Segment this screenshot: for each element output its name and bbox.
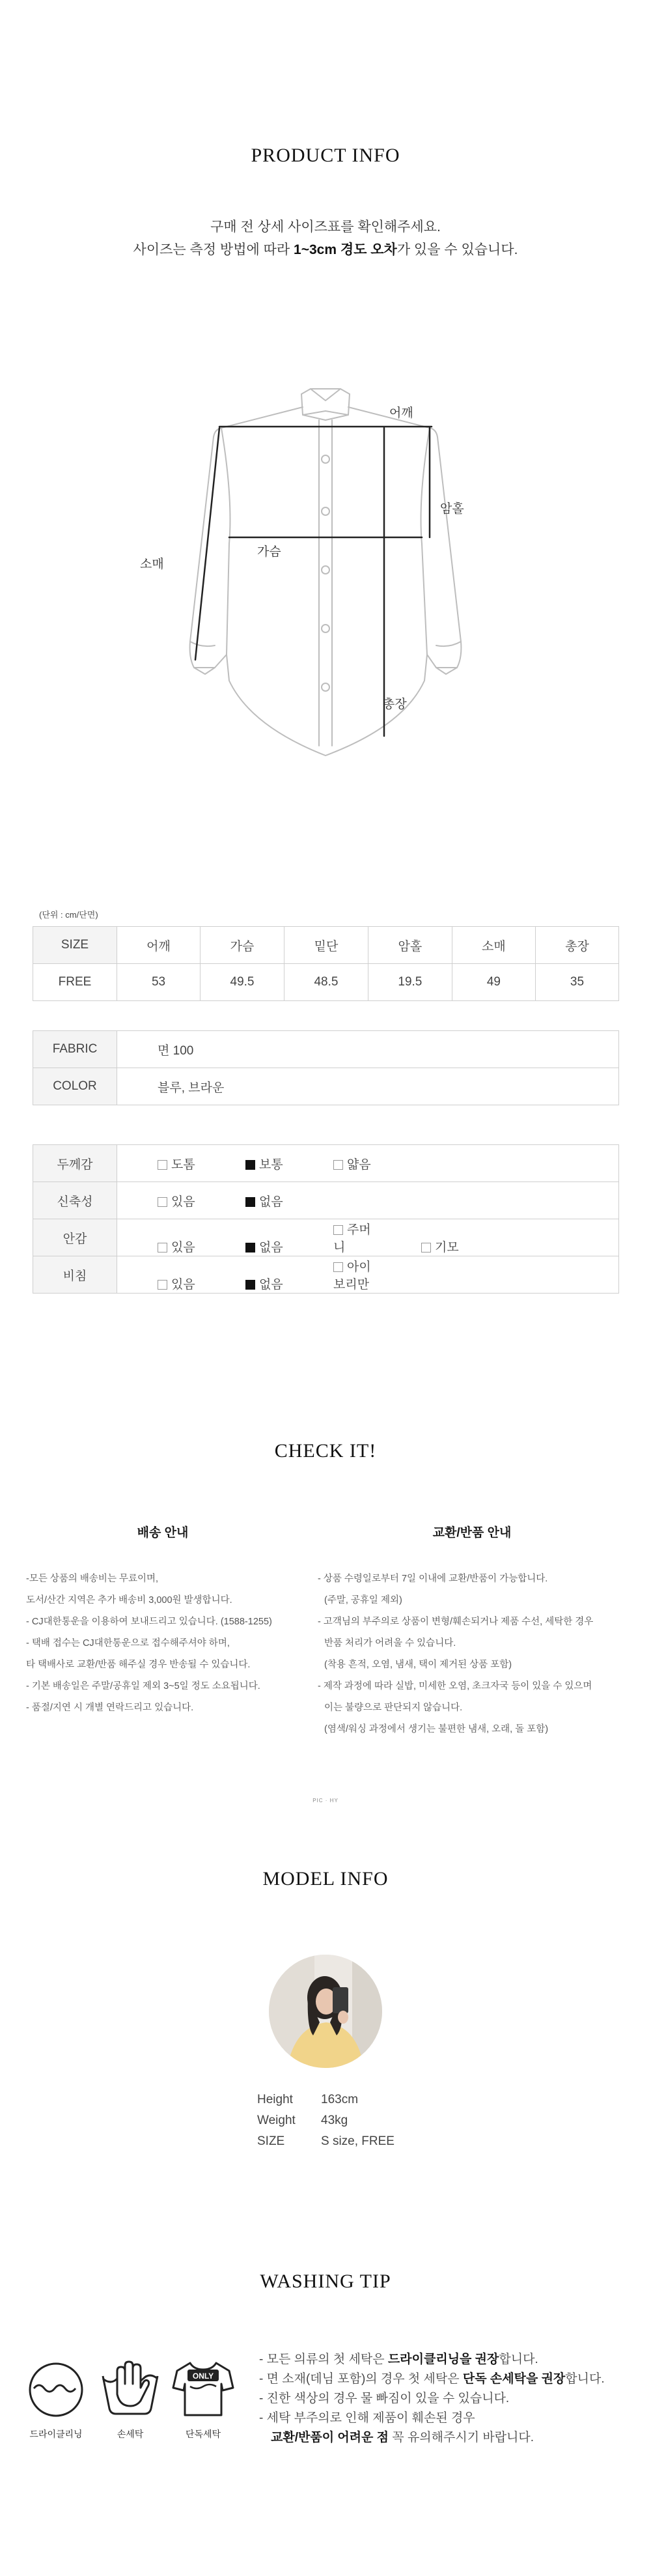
option-item: 주머니 xyxy=(333,1223,371,1254)
size-table-cell: 49.5 xyxy=(201,964,284,1001)
attribute-options xyxy=(117,1256,619,1294)
size-table-cell: FREE xyxy=(33,964,117,1001)
sleeve-line xyxy=(195,428,219,660)
only-tag: ONLY xyxy=(192,2371,214,2381)
model-info-title: MODEL INFO xyxy=(262,1868,389,1890)
size-unit-note: (단위 : cm/단면) xyxy=(39,910,98,920)
product-info-title: PRODUCT INFO xyxy=(251,145,400,166)
option-item: 있음 xyxy=(117,1192,205,1210)
washing-note: - 모든 의류의 첫 세탁은 드라이클리닝을 권장합니다. xyxy=(259,2353,538,2366)
size-notice-line2: 사이즈는 측정 방법에 따라 1~3cm 경도 오차가 있을 수 있습니다. xyxy=(133,242,518,257)
shipping-title: 배송 안내 xyxy=(137,1526,189,1540)
exchange-note: 이는 불량으로 판단되지 않습니다. xyxy=(324,1703,463,1713)
label-sleeve: 소매 xyxy=(140,558,164,571)
exchange-title: 교환/반품 안내 xyxy=(432,1526,512,1540)
attribute-label: 비침 xyxy=(33,1256,117,1294)
washing-tip-title: WASHING TIP xyxy=(260,2271,391,2292)
exchange-note: (염색/워싱 과정에서 생기는 불편한 냄새, 오래, 돌 포함) xyxy=(324,1724,549,1734)
size-table-header: 소매 xyxy=(452,927,535,964)
washing-note: - 세탁 부주의로 인해 제품이 훼손된 경우 xyxy=(259,2411,475,2425)
fabric-label: FABRIC xyxy=(33,1031,117,1068)
exchange-note: (착용 흔적, 오염, 냄새, 택이 제거된 상품 포함) xyxy=(324,1660,512,1670)
checkbox-icon xyxy=(158,1197,167,1207)
checkbox-icon xyxy=(333,1160,343,1170)
shipping-note: 타 택배사로 교환/반품 해주실 경우 반송될 수 있습니다. xyxy=(26,1660,251,1670)
shipping-note: - 택배 접수는 CJ대한통운으로 접수해주셔야 하며, xyxy=(26,1638,230,1649)
shipping-note: 도서/산간 지역은 추가 배송비 3,000원 발생합니다. xyxy=(26,1595,232,1606)
option-item: 도톰 xyxy=(117,1155,205,1172)
option-item: 없음 xyxy=(205,1192,293,1210)
attribute-options xyxy=(117,1145,619,1182)
attribute-options xyxy=(117,1182,619,1219)
size-table-header: 밑단 xyxy=(284,927,368,964)
wash-separately-icon xyxy=(171,2358,236,2420)
model-photo xyxy=(269,1955,382,2068)
fabric-table xyxy=(33,1030,619,1105)
color-value: 블루, 브라운 xyxy=(117,1068,619,1105)
model-size-row: SIZE S size, FREE xyxy=(257,2134,395,2148)
wash-separately-label: 단독세탁 xyxy=(185,2429,221,2439)
option-item: 보통 xyxy=(205,1155,293,1172)
option-item: 없음 xyxy=(205,1275,293,1292)
option-item: 기모 xyxy=(381,1238,469,1255)
attribute-label: 안감 xyxy=(33,1219,117,1256)
shipping-note: - 품절/지연 시 개별 연락드리고 있습니다. xyxy=(26,1703,194,1713)
fabric-value: 면 100 xyxy=(117,1031,619,1068)
option-item: 있음 xyxy=(117,1275,205,1292)
dry-clean-label: 드라이클리닝 xyxy=(29,2429,83,2439)
checkbox-checked-icon xyxy=(245,1197,255,1207)
size-table-header: 가슴 xyxy=(201,927,284,964)
checkbox-icon xyxy=(158,1280,167,1290)
checkbox-icon xyxy=(333,1262,343,1272)
model-height-row: Height 163cm xyxy=(257,2093,359,2106)
exchange-note: - 고객님의 부주의로 상품이 변형/훼손되거나 제품 수선, 세탁한 경우 xyxy=(318,1617,594,1627)
option-item: 아이보리만 xyxy=(333,1260,371,1292)
checkbox-checked-icon xyxy=(245,1280,255,1290)
washing-notes xyxy=(259,2350,605,2448)
exchange-note: - 상품 수령일로부터 7일 이내에 교환/반품이 가능합니다. xyxy=(318,1574,548,1584)
option-item: 얇음 xyxy=(293,1155,381,1172)
color-label: COLOR xyxy=(33,1068,117,1105)
hand-wash-icon xyxy=(98,2358,163,2420)
size-table-header: 총장 xyxy=(535,927,618,964)
shipping-notes xyxy=(26,1568,272,1719)
shipping-note: -모든 상품의 배송비는 무료이며, xyxy=(26,1574,159,1584)
model-weight-row: Weight 43kg xyxy=(257,2114,348,2127)
checkbox-icon xyxy=(421,1243,431,1253)
label-shoulder: 어깨 xyxy=(389,406,413,420)
washing-note: - 진한 색상의 경우 물 빠짐이 있을 수 있습니다. xyxy=(259,2392,510,2405)
label-length: 총장 xyxy=(383,698,407,711)
washing-note: 교환/반품이 어려운 점 꼭 유의해주시기 바랍니다. xyxy=(271,2431,534,2444)
checkbox-icon xyxy=(158,1160,167,1170)
size-table-cell: 53 xyxy=(117,964,201,1001)
washing-note: - 면 소재(데님 포함)의 경우 첫 세탁은 단독 손세탁을 권장합니다. xyxy=(259,2372,605,2386)
brand-mark: PIC · HY xyxy=(312,1798,339,1804)
size-table-header-row xyxy=(33,927,619,964)
size-table-header: 어깨 xyxy=(117,927,201,964)
size-table-cell: 19.5 xyxy=(368,964,452,1001)
model-avatar xyxy=(269,1955,382,2068)
label-chest: 가슴 xyxy=(257,545,281,559)
shipping-note: - CJ대한통운을 이용하여 보내드리고 있습니다. (1588-1255) xyxy=(26,1617,272,1627)
exchange-note: - 제작 과정에 따라 실밥, 미세한 오염, 초크자국 등이 있을 수 있으며 xyxy=(318,1681,592,1691)
checkbox-icon xyxy=(158,1243,167,1253)
exchange-notes xyxy=(318,1568,593,1740)
shirt-measurement-diagram xyxy=(117,381,534,772)
size-table-header: 암홀 xyxy=(368,927,452,964)
checkbox-checked-icon xyxy=(245,1160,255,1170)
attributes-table xyxy=(33,1144,619,1294)
size-table-header: SIZE xyxy=(33,927,117,964)
size-table-cell: 48.5 xyxy=(284,964,368,1001)
size-notice-line1: 구매 전 상세 사이즈표를 확인해주세요. xyxy=(210,219,441,234)
size-table-cell: 35 xyxy=(535,964,618,1001)
attribute-label: 신축성 xyxy=(33,1182,117,1219)
attribute-options xyxy=(117,1219,619,1256)
exchange-note: (주말, 공휴일 제외) xyxy=(324,1595,402,1606)
hand-wash-label: 손세탁 xyxy=(117,2429,144,2439)
size-table-cell: 49 xyxy=(452,964,535,1001)
checkbox-icon xyxy=(333,1225,343,1235)
dry-clean-icon xyxy=(25,2361,87,2418)
attribute-label: 두께감 xyxy=(33,1145,117,1182)
option-item: 있음 xyxy=(117,1238,205,1255)
option-item: 없음 xyxy=(205,1238,293,1255)
size-table-row xyxy=(33,964,619,1001)
checkbox-checked-icon xyxy=(245,1243,255,1253)
check-it-title: CHECK IT! xyxy=(274,1440,377,1462)
exchange-note: 반품 처리가 어려울 수 있습니다. xyxy=(324,1638,456,1649)
label-armhole: 암홀 xyxy=(440,502,464,516)
shipping-note: - 기본 배송일은 주말/공휴일 제외 3~5일 정도 소요됩니다. xyxy=(26,1681,260,1691)
size-table xyxy=(33,926,619,1001)
